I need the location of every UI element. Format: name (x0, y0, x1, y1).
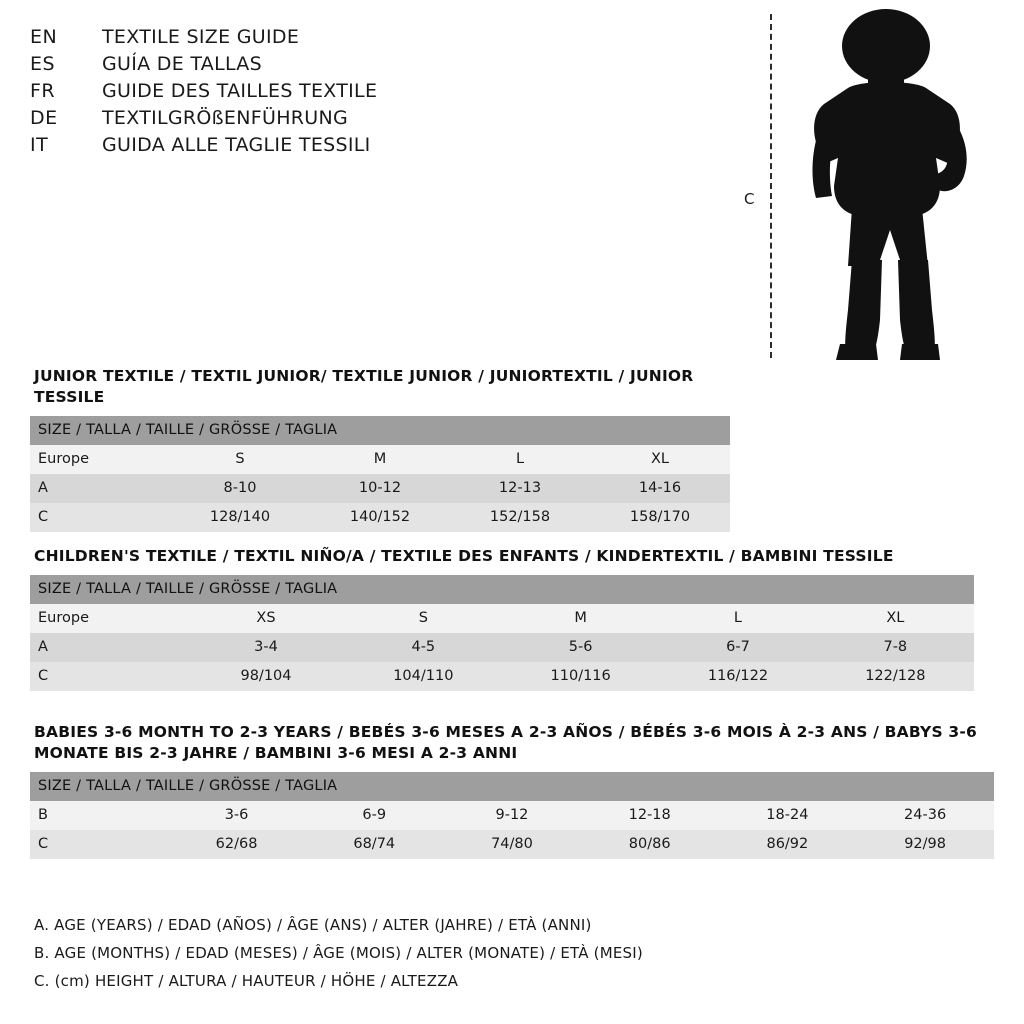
language-code: FR (30, 80, 56, 102)
table-wrap-children (30, 575, 974, 691)
row-label: C (30, 662, 187, 691)
row-label: Europe (30, 604, 187, 633)
cell: 98/104 (187, 662, 344, 691)
footnotes (34, 912, 934, 995)
cell: 5-6 (502, 633, 659, 662)
cell: M (310, 445, 450, 474)
language-title: GUIDE DES TAILLES TEXTILE (102, 80, 378, 102)
row-label: B (30, 801, 168, 830)
language-row (30, 26, 590, 53)
section-heading-babies: BABIES 3-6 MONTH TO 2-3 YEARS / BEBÉS 3-6 MESES A 2-3 AÑOS / BÉBÉS 3-6 MOIS À 2-3 ANS / BABYS 3-6 MONATE BIS 2-3 JAHRE / BAMBINI 3-6 MESI A 2-3 ANNI (34, 723, 978, 762)
cell: XL (590, 445, 730, 474)
cell: 3-4 (187, 633, 344, 662)
table-title-row (30, 772, 994, 801)
section-heading-junior: JUNIOR TEXTILE / TEXTIL JUNIOR/ TEXTILE JUNIOR / JUNIORTEXTIL / JUNIOR TESSILE (34, 367, 694, 406)
cell: L (450, 445, 590, 474)
language-code: EN (30, 26, 58, 48)
cell: S (345, 604, 502, 633)
language-code: ES (30, 53, 56, 75)
child-silhouette-icon (790, 8, 984, 364)
footnote-b: B. AGE (MONTHS) / EDAD (MESES) / ÂGE (MOIS) / ALTER (MONATE) / ETÀ (MESI) (34, 943, 643, 962)
cell: 158/170 (590, 503, 730, 532)
row-label: A (30, 474, 170, 503)
table-row (30, 662, 974, 691)
measure-label-c: C (744, 190, 755, 208)
language-row (30, 53, 590, 80)
cell: 152/158 (450, 503, 590, 532)
cell: 116/122 (659, 662, 816, 691)
table-title: SIZE / TALLA / TAILLE / GRÖSSE / TAGLIA (30, 575, 974, 604)
footnote-a: A. AGE (YEARS) / EDAD (AÑOS) / ÂGE (ANS) / ALTER (JAHRE) / ETÀ (ANNI) (34, 916, 592, 934)
row-label: C (30, 830, 168, 859)
cell: S (170, 445, 310, 474)
table-row (30, 445, 730, 474)
cell: 24-36 (856, 801, 994, 830)
table-title-row (30, 575, 974, 604)
cell: 62/68 (168, 830, 306, 859)
cell: 128/140 (170, 503, 310, 532)
row-label: C (30, 503, 170, 532)
table-row (30, 503, 730, 532)
size-table-junior (30, 416, 730, 532)
cell: 80/86 (581, 830, 719, 859)
language-code: IT (30, 134, 49, 156)
cell: 14-16 (590, 474, 730, 503)
height-measure-figure (744, 8, 984, 364)
row-label: Europe (30, 445, 170, 474)
cell: 110/116 (502, 662, 659, 691)
cell: 86/92 (719, 830, 857, 859)
cell: 7-8 (817, 633, 974, 662)
cell: 68/74 (305, 830, 443, 859)
language-title-list (30, 26, 590, 161)
measure-dashed-line (770, 14, 772, 358)
section-children (30, 546, 974, 709)
language-row (30, 134, 590, 161)
language-title: TEXTILGRÖßENFÜHRUNG (102, 107, 349, 129)
table-row (30, 633, 974, 662)
footnote-c: C. (cm) HEIGHT / ALTURA / HAUTEUR / HÖHE / ALTEZZA (34, 971, 459, 990)
cell: 6-9 (305, 801, 443, 830)
cell: 104/110 (345, 662, 502, 691)
cell: 10-12 (310, 474, 450, 503)
language-title: GUÍA DE TALLAS (102, 53, 262, 75)
cell: 12-13 (450, 474, 590, 503)
cell: M (502, 604, 659, 633)
size-table-babies (30, 772, 994, 859)
size-table-children (30, 575, 974, 691)
cell: 3-6 (168, 801, 306, 830)
table-row (30, 801, 994, 830)
table-row (30, 830, 994, 859)
table-wrap-junior (30, 416, 730, 532)
cell: 140/152 (310, 503, 450, 532)
table-title-row (30, 416, 730, 445)
language-title: GUIDA ALLE TAGLIE TESSILI (102, 134, 371, 156)
section-heading-children: CHILDREN'S TEXTILE / TEXTIL NIÑO/A / TEXTILE DES ENFANTS / KINDERTEXTIL / BAMBINI TESSILE (34, 547, 894, 565)
language-row (30, 80, 590, 107)
cell: 9-12 (443, 801, 581, 830)
cell: 18-24 (719, 801, 857, 830)
cell: 6-7 (659, 633, 816, 662)
language-title: TEXTILE SIZE GUIDE (102, 26, 300, 48)
table-row (30, 474, 730, 503)
row-label: A (30, 633, 187, 662)
table-title: SIZE / TALLA / TAILLE / GRÖSSE / TAGLIA (30, 772, 994, 801)
table-row (30, 604, 974, 633)
section-babies (30, 722, 994, 877)
language-code: DE (30, 107, 58, 129)
cell: L (659, 604, 816, 633)
cell: 74/80 (443, 830, 581, 859)
section-junior (30, 366, 730, 550)
cell: 12-18 (581, 801, 719, 830)
cell: XL (817, 604, 974, 633)
cell: XS (187, 604, 344, 633)
table-wrap-babies (30, 772, 994, 859)
language-row (30, 107, 590, 134)
table-title: SIZE / TALLA / TAILLE / GRÖSSE / TAGLIA (30, 416, 730, 445)
cell: 92/98 (856, 830, 994, 859)
cell: 122/128 (817, 662, 974, 691)
cell: 4-5 (345, 633, 502, 662)
cell: 8-10 (170, 474, 310, 503)
